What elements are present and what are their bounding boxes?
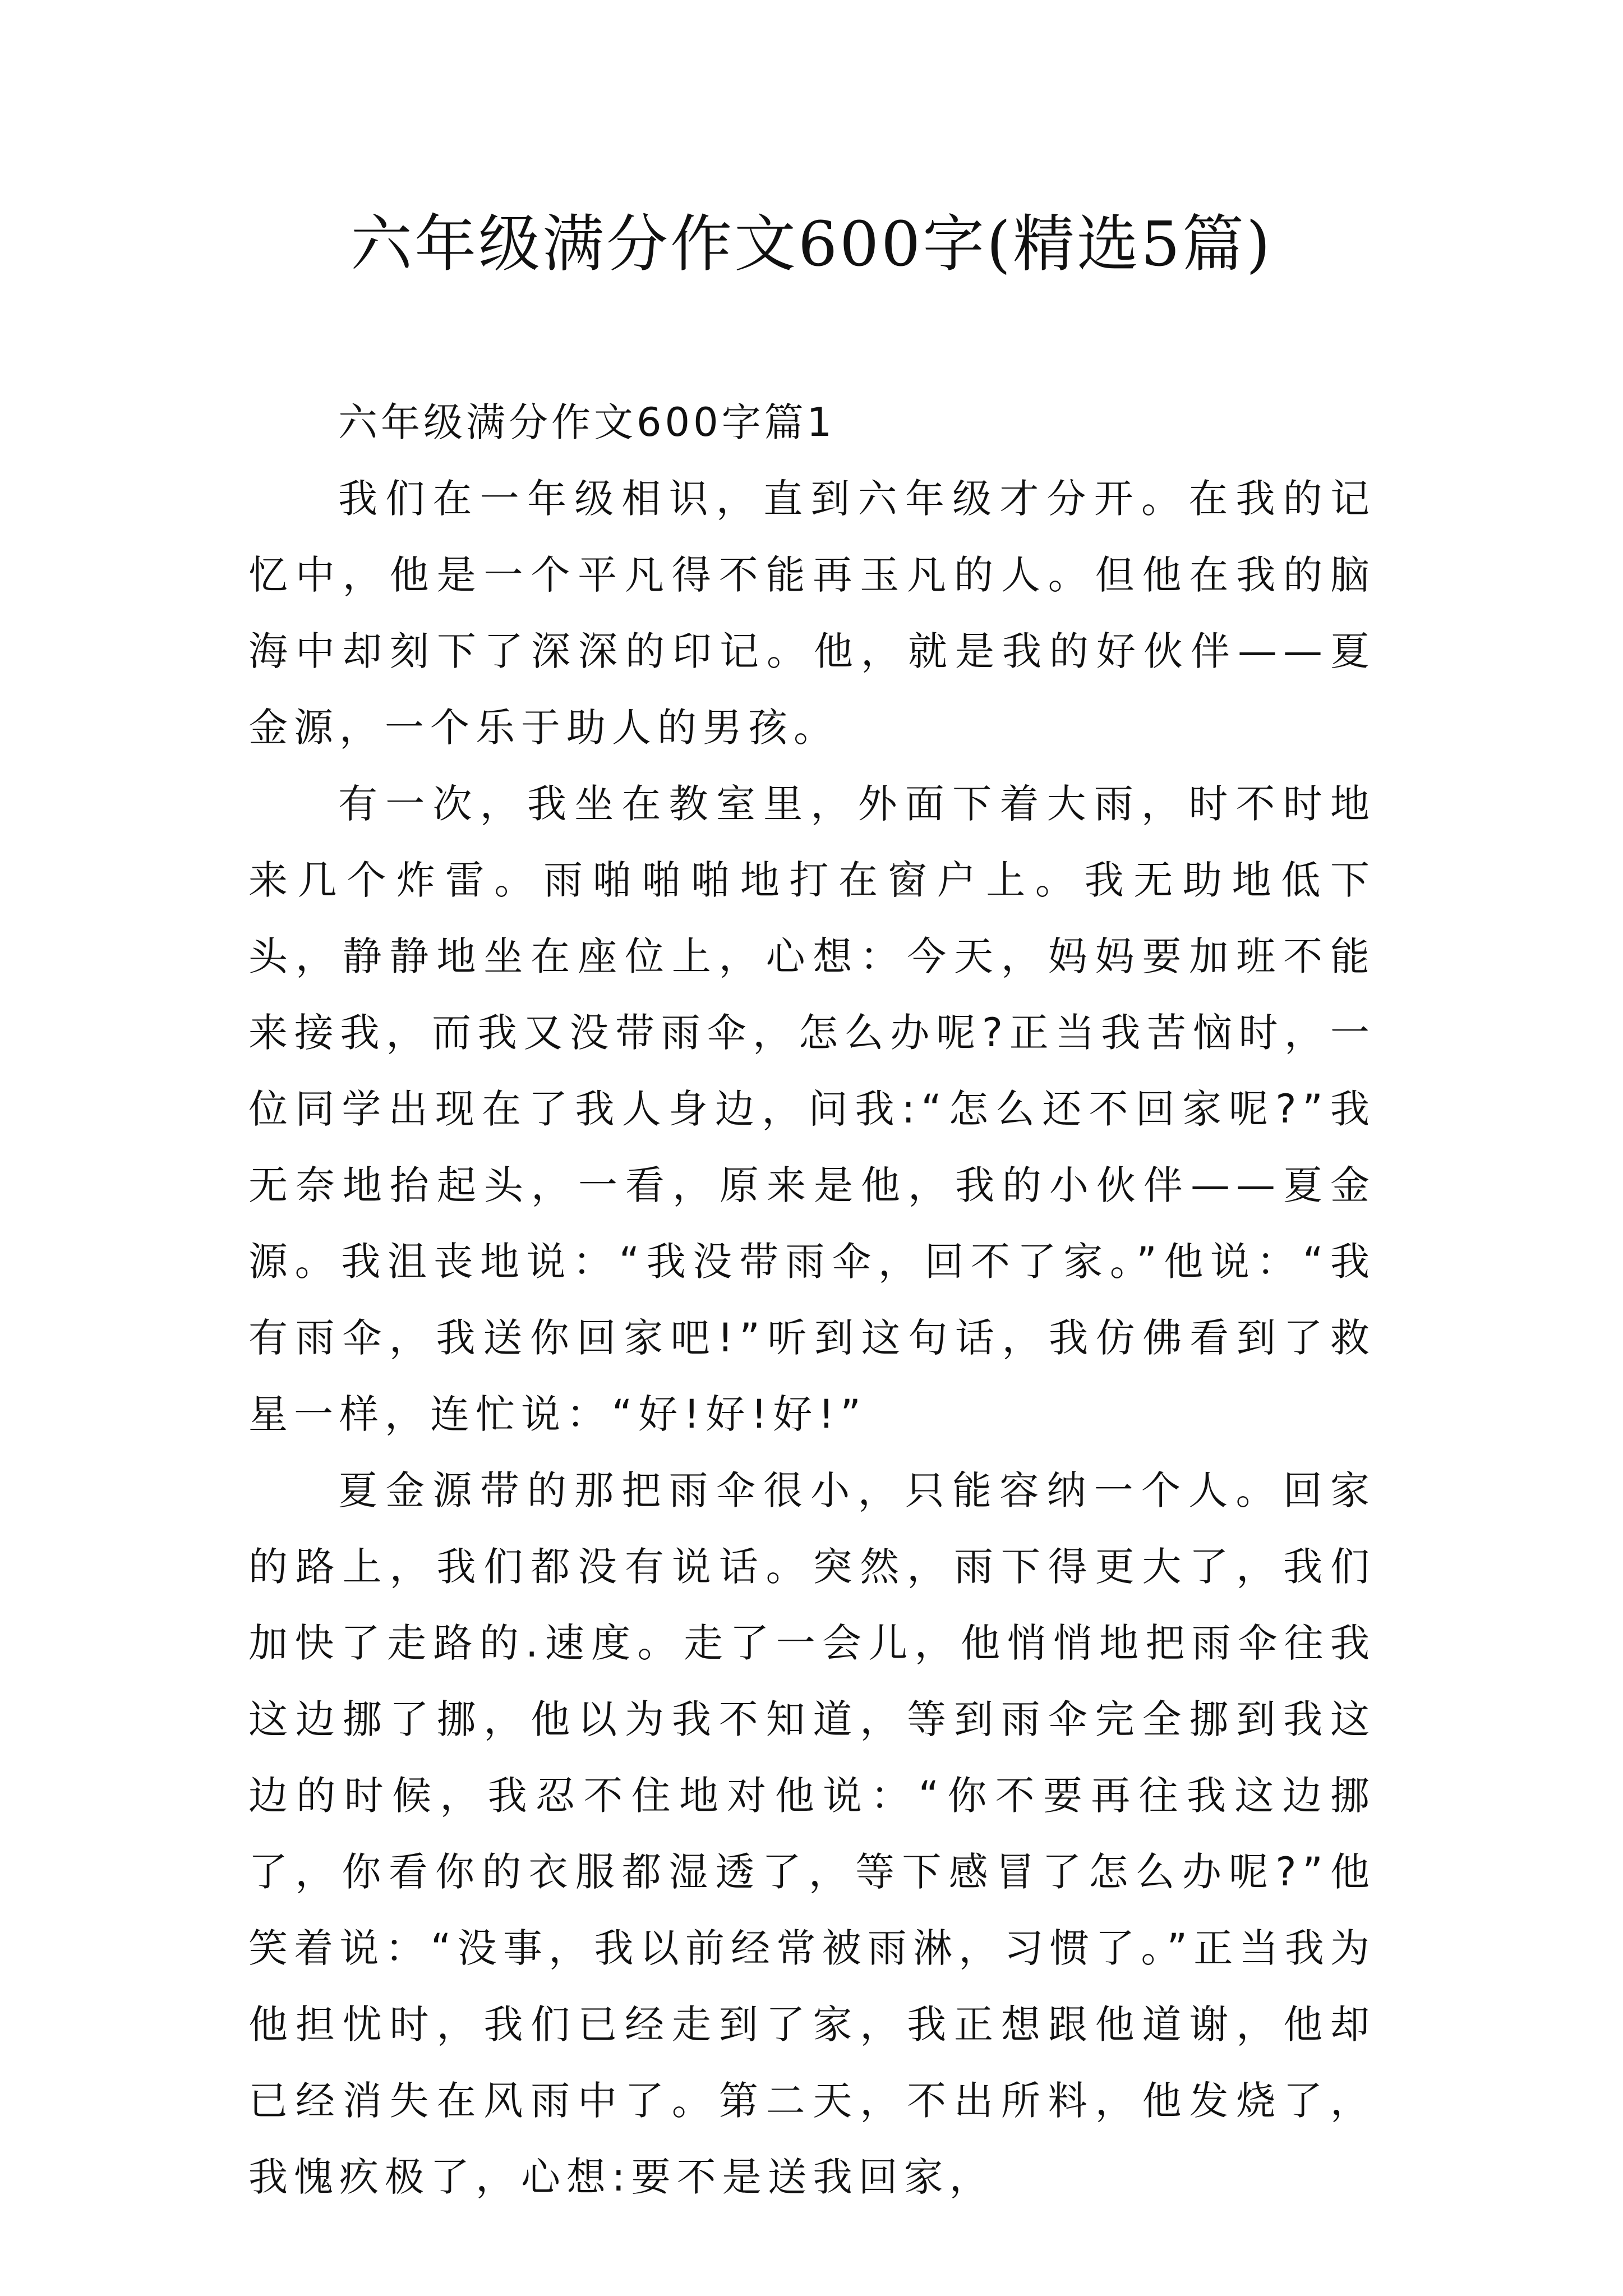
paragraph: 夏金源带的那把雨伞很小，只能容纳一个人。回家的路上，我们都没有说话。突然，雨下得更大了，我们加快了走路的.速度。走了一会儿，他悄悄地把雨伞往我这边挪了挪，他以为我不知道，等到雨伞完全挪到我这边的时候，我忍不住地对他说：“你不要再往我这边挪了，你看你的衣服都湿透了，等下感冒了怎么办呢?”他笑着说：“没事，我以前经常被雨淋，习惯了。”正当我为他担忧时，我们已经走到了家，我正想跟他道谢，他却已经消失在风雨中了。第二天，不出所料，他发烧了，我愧疚极了，心想:要不是送我回家， <box>248 1467 1376 2200</box>
paragraph: 我们在一年级相识，直到六年级才分开。在我的记忆中，他是一个平凡得不能再玉凡的人。但他在我的脑海中却刻下了深深的印记。他，就是我的好伙伴——夏金源，一个乐于助人的男孩。 <box>248 476 1376 751</box>
document-title: 六年级满分作文600字(精选5篇) <box>351 208 1272 280</box>
section-heading: 六年级满分作文600字篇1 <box>338 399 836 445</box>
document-body <box>248 384 1376 2215</box>
paragraph: 有一次，我坐在教室里，外面下着大雨，时不时地来几个炸雷。雨啪啪啪地打在窗户上。我无助地低下头，静静地坐在座位上，心想：今天，妈妈要加班不能来接我，而我又没带雨伞，怎么办呢?正当我苦恼时，一位同学出现在了我人身边，问我:“怎么还不回家呢?”我无奈地抬起头，一看，原来是他，我的小伙伴——夏金源。我沮丧地说：“我没带雨伞，回不了家。”他说：“我有雨伞，我送你回家吧!”听到这句话，我仿佛看到了救星一样，连忙说：“好!好!好!” <box>248 781 1376 1437</box>
